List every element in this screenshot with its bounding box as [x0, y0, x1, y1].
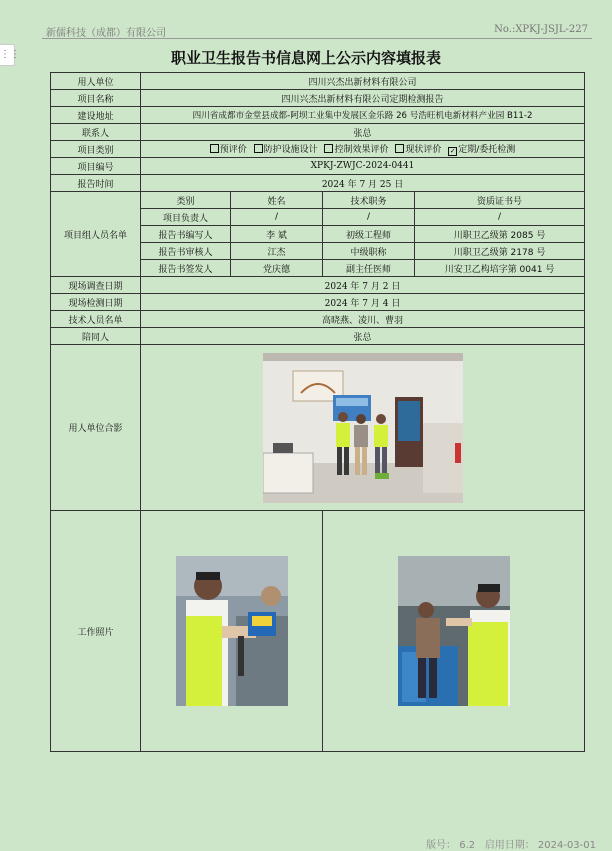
member-cert: 川职卫乙级第 2178 号: [415, 243, 585, 260]
checkbox-icon[interactable]: [395, 144, 404, 153]
survey-date-label: 现场调查日期: [51, 277, 141, 294]
row-escort: [51, 328, 585, 345]
work-photo-cell-2: [323, 511, 585, 752]
member-cert: 川职卫乙级第 2085 号: [415, 226, 585, 243]
test-date-label: 现场检测日期: [51, 294, 141, 311]
group-photo-image: [263, 353, 463, 503]
project-name-value: 四川兴杰出新材料有限公司定期检测报告: [141, 90, 585, 107]
header-company: 新儒科技（成都）有限公司: [46, 28, 166, 39]
address-value: 四川省成都市金堂县成都-阿坝工业集中发展区金乐路 26 号浩旺机电新材料产业园 B11-2: [141, 107, 585, 124]
work-photo-cell-1: [141, 511, 323, 752]
member-role: 报告书审核人: [141, 243, 231, 260]
checkbox-icon[interactable]: ✓: [449, 147, 456, 155]
escort-label: 陪同人: [51, 328, 141, 345]
group-photo-cell: [141, 345, 585, 511]
footer-effective-date: 启用日期： 2024-03-01: [484, 840, 596, 851]
work-photos-label: 工作照片: [51, 511, 141, 752]
team-label: 项目组人员名单: [51, 192, 141, 277]
row-work-photos: [51, 511, 585, 752]
row-project-no: [51, 158, 585, 175]
group-photo: [263, 353, 463, 503]
footer-version: 版号： 6.2: [426, 840, 476, 851]
row-address: [51, 107, 585, 124]
work-photo-1: [176, 556, 288, 706]
technicians-value: 高晓燕、凌川、曹羽: [141, 311, 585, 328]
checkbox-icon[interactable]: [254, 144, 263, 153]
work-photo-1-image: [176, 556, 288, 706]
row-survey-date: [51, 277, 585, 294]
employer-value: 四川兴杰出新材料有限公司: [141, 73, 585, 90]
header-divider: [42, 38, 592, 39]
checkbox-icon[interactable]: [324, 144, 333, 153]
disclosure-form-table: [50, 72, 585, 752]
row-employer: [51, 73, 585, 90]
member-title: 初级工程师: [323, 226, 415, 243]
report-date-value: 2024 年 7 月 25 日: [141, 175, 585, 192]
report-date-label: 报告时间: [51, 175, 141, 192]
drag-handle-icon[interactable]: ⋮⋮: [0, 44, 15, 66]
test-date-value: 2024 年 7 月 4 日: [141, 294, 585, 311]
category-option[interactable]: ✓ 定期/委托检测: [449, 145, 516, 155]
member-name: 党庆德: [231, 260, 323, 277]
address-label: 建设地址: [51, 107, 141, 124]
row-project-name: [51, 90, 585, 107]
row-test-date: [51, 294, 585, 311]
category-options: [141, 141, 585, 158]
team-header-name: 姓名: [231, 192, 323, 209]
member-title: /: [323, 209, 415, 226]
member-cert: 川安卫乙构培字第 0041 号: [415, 260, 585, 277]
employer-label: 用人单位: [51, 73, 141, 90]
work-photo-2: [398, 556, 510, 706]
team-header-cert: 资质证书号: [415, 192, 585, 209]
contact-value: 张总: [141, 124, 585, 141]
project-no-label: 项目编号: [51, 158, 141, 175]
group-photo-label: 用人单位合影: [51, 345, 141, 511]
footer: [426, 836, 596, 851]
category-label: 项目类别: [51, 141, 141, 158]
category-option[interactable]: 防护设施设计: [254, 145, 318, 155]
project-name-label: 项目名称: [51, 90, 141, 107]
row-technicians: [51, 311, 585, 328]
category-option[interactable]: 预评价: [210, 145, 247, 155]
project-no-value: XPKJ-ZWJC-2024-0441: [141, 158, 585, 175]
survey-date-value: 2024 年 7 月 2 日: [141, 277, 585, 294]
technicians-label: 技术人员名单: [51, 311, 141, 328]
member-role: 报告书编写人: [141, 226, 231, 243]
member-title: 中级职称: [323, 243, 415, 260]
member-name: 李 斌: [231, 226, 323, 243]
member-cert: /: [415, 209, 585, 226]
team-header-role: 类别: [141, 192, 231, 209]
row-category: [51, 141, 585, 158]
document-title: 职业卫生报告书信息网上公示内容填报表: [170, 49, 441, 67]
category-option[interactable]: 控制效果评价: [324, 145, 388, 155]
escort-value: 张总: [141, 328, 585, 345]
row-report-date: [51, 175, 585, 192]
row-group-photo: [51, 345, 585, 511]
team-header-row: [51, 192, 585, 209]
work-photo-2-image: [398, 556, 510, 706]
team-header-title: 技术职务: [323, 192, 415, 209]
row-contact: [51, 124, 585, 141]
header-doc-number: No.:XPKJ-JSJL-227: [494, 24, 588, 35]
member-name: /: [231, 209, 323, 226]
checkbox-icon[interactable]: [210, 144, 219, 153]
member-title: 副主任医师: [323, 260, 415, 277]
member-role: 项目负责人: [141, 209, 231, 226]
category-option[interactable]: 现状评价: [395, 145, 441, 155]
contact-label: 联系人: [51, 124, 141, 141]
member-name: 江杰: [231, 243, 323, 260]
member-role: 报告书签发人: [141, 260, 231, 277]
